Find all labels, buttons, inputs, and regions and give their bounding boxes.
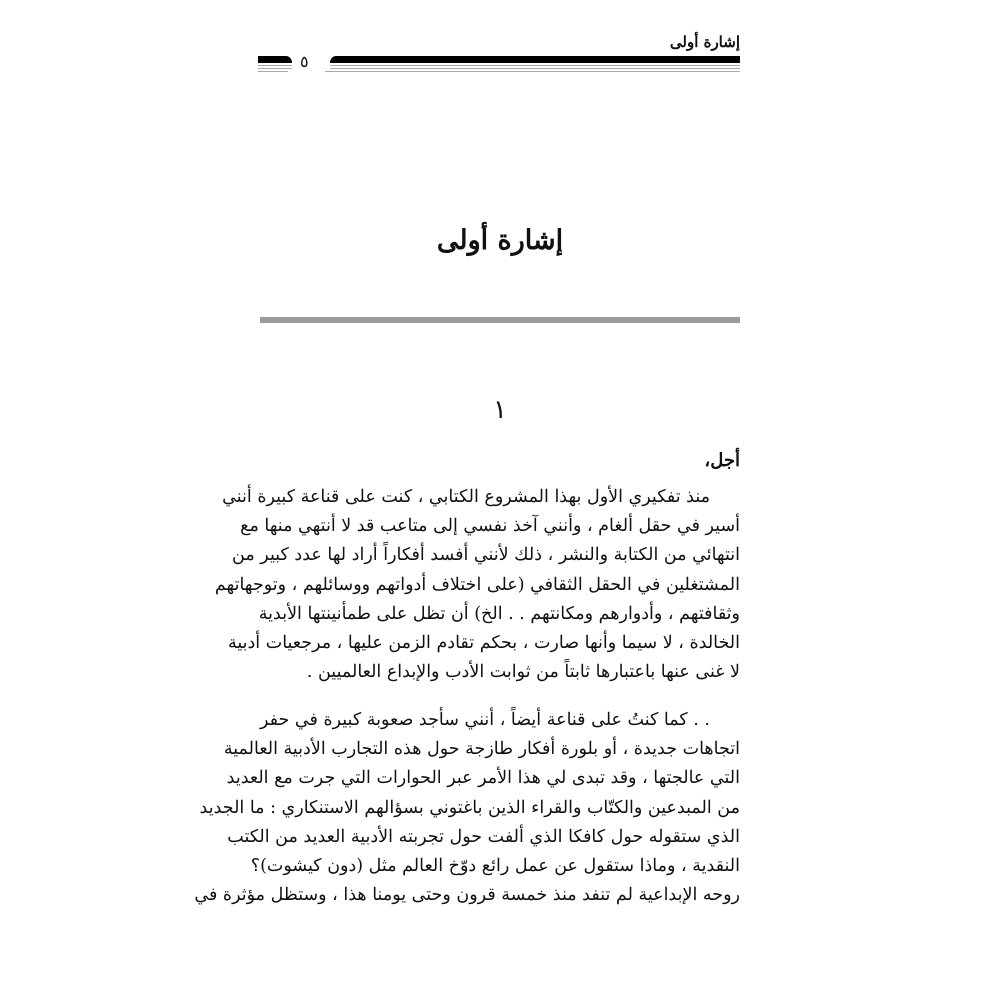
text-line: المشتغلين في الحقل الثقافي (على اختلاف أدواتهم ووسائلهم ، وتوجهاتهم [214,574,740,595]
chapter-title: إشارة أولى [436,225,564,256]
running-title: إشارة أولى [669,33,740,51]
header-thin-rule [258,71,288,72]
header-thin-rule [258,68,292,69]
chapter-divider [260,317,740,323]
header-thin-rule [325,71,740,72]
text-line: الخالدة ، لا سيما وأنها صارت ، بحكم تقادم الزمن عليها ، مرجعيات أدبية [227,633,740,653]
header-rule [330,56,740,63]
text-line: لا غنى عنها باعتبارها ثابتاً من ثوابت الأدب والإبداع العالميين . [306,662,740,683]
text-line: انتهائي من الكتابة والنشر ، ذلك لأنني أفسد أفكاراً أراد لها عدد كبير من [232,545,740,566]
text-line: منذ تفكيري الأول بهذا المشروع الكتابي ، كنت على قناعة كبيرة أنني [222,487,710,507]
text-line: التي عالجتها ، وقد تبدى لي هذا الأمر عبر الحوارات التي جرت مع العديد [226,768,740,789]
header-thin-rule [330,65,740,66]
text-line: وثقافتهم ، وأدوارهم ومكانتهم . . الخ) أن تظل على طمأنينتها الأبدية [258,603,740,624]
header-thin-rule [258,65,292,66]
text-line: الذي ستقوله حول كافكا الذي ألفت حول تجربته الأدبية العديد من الكتب [227,826,740,847]
lead-word: أجل، [704,450,740,471]
header-thin-rule [330,68,740,69]
text-line: من المبدعين والكتّاب والقراء الذين باغتوني بسؤالهم الاستنكاري : ما الجديد [199,797,740,818]
header-rule-left [258,56,292,63]
text-line: أسير في حقل ألغام ، وأنني آخذ نفسي إلى متاعب قد لا أنتهي منها مع [240,516,740,537]
text-line: روحه الإبداعية لم تنفد منذ خمسة قرون وحتى يومنا هذا ، وستظل مؤثرة في [194,885,740,906]
text-line: النقدية ، وماذا ستقول عن عمل رائع دوّخ العالم مثل (دون كيشوت)؟ [250,856,740,876]
page-number: ٥ [300,52,309,71]
text-line: اتجاهات جديدة ، أو بلورة أفكار طازجة حول هذه التجارب الأدبية العالمية [223,739,740,760]
section-number: ١ [493,395,507,425]
text-line: . . كما كنتُ على قناعة أيضاً ، أنني سأجد صعوبة كبيرة في حفر [260,710,710,730]
